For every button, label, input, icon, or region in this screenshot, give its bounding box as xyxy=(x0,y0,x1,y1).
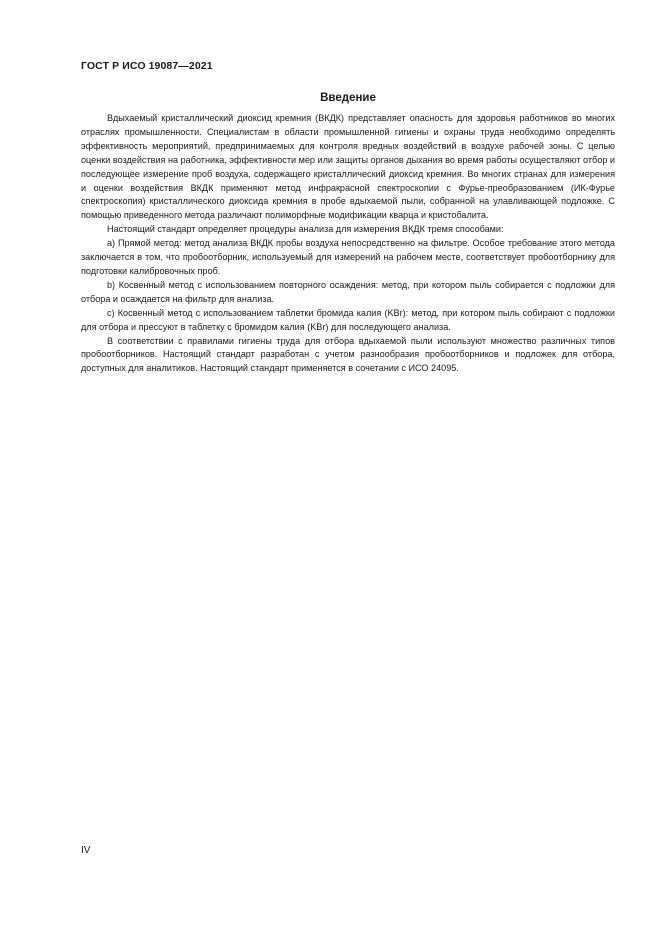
paragraph-intro: Вдыхаемый кристаллический диоксид кремния (ВКДК) представляет опасность для здоровья работников во многих отраслях промышленности. Специалистам в области промышленной гигиены и охраны труда необходимо определять эффективность мероприятий, предпринимаемых для контроля вредных воздействий в воздухе рабочей зоны. С целью оценки воздействия на работника, эффективности мер или защиты органов дыхания во время работы осуществляют отбор и последующее измерение проб воздуха, содержащего кристаллический диоксид кремния. Во многих странах для измерения и оценки воздействия ВКДК применяют метод инфракрасной спектроскопии с Фурье-преобразованием (ИК-Фурье спектроскопия) кристаллического диоксида кремния в пробе вдыхаемой пыли, собранной на улавливающей подложке. С помощью приведенного метода различают полиморфные модификации кварца и кристобалита. xyxy=(81,113,615,221)
list-item-direct-method: а) Прямой метод: метод анализа ВКДК пробы воздуха непосредственно на фильтре. Особое требование этого метода заключается в том, что пробоотборник, используемый для измерений на рабочем месте, соответствует пробоотборнику для подготовки калибровочных проб. xyxy=(81,238,615,276)
list-item-redeposition-method: b) Косвенный метод с использованием повторного осаждения: метод, при котором пыль собирается с подложки для отбора и осаждается на фильтр для анализа. xyxy=(81,279,615,304)
section-body xyxy=(81,112,615,376)
list-item-kbr-method: c) Косвенный метод с использованием таблетки бромида калия (KBr): метод, при котором пыль собирают с подложки для отбора и прессуют в таблетку с бромидом калия (KBr) для последующего анализа. xyxy=(81,307,615,332)
section-title: Введение xyxy=(320,92,376,104)
standard-code-header: ГОСТ Р ИСО 19087—2021 xyxy=(81,60,213,72)
paragraph-samplers: В соответствии с правилами гигиены труда для отбора вдыхаемой пыли используют множество различных типов пробоотборников. Настоящий стандарт разработан с учетом разнообразия пробоотборников и подложек для отбора, доступных для аналитиков. Настоящий стандарт применяется в сочетании с ИСО 24095. xyxy=(81,335,615,374)
paragraph-scope: Настоящий стандарт определяет процедуры анализа для измерения ВКДК тремя способами: xyxy=(107,224,504,235)
page-number: IV xyxy=(81,845,91,856)
